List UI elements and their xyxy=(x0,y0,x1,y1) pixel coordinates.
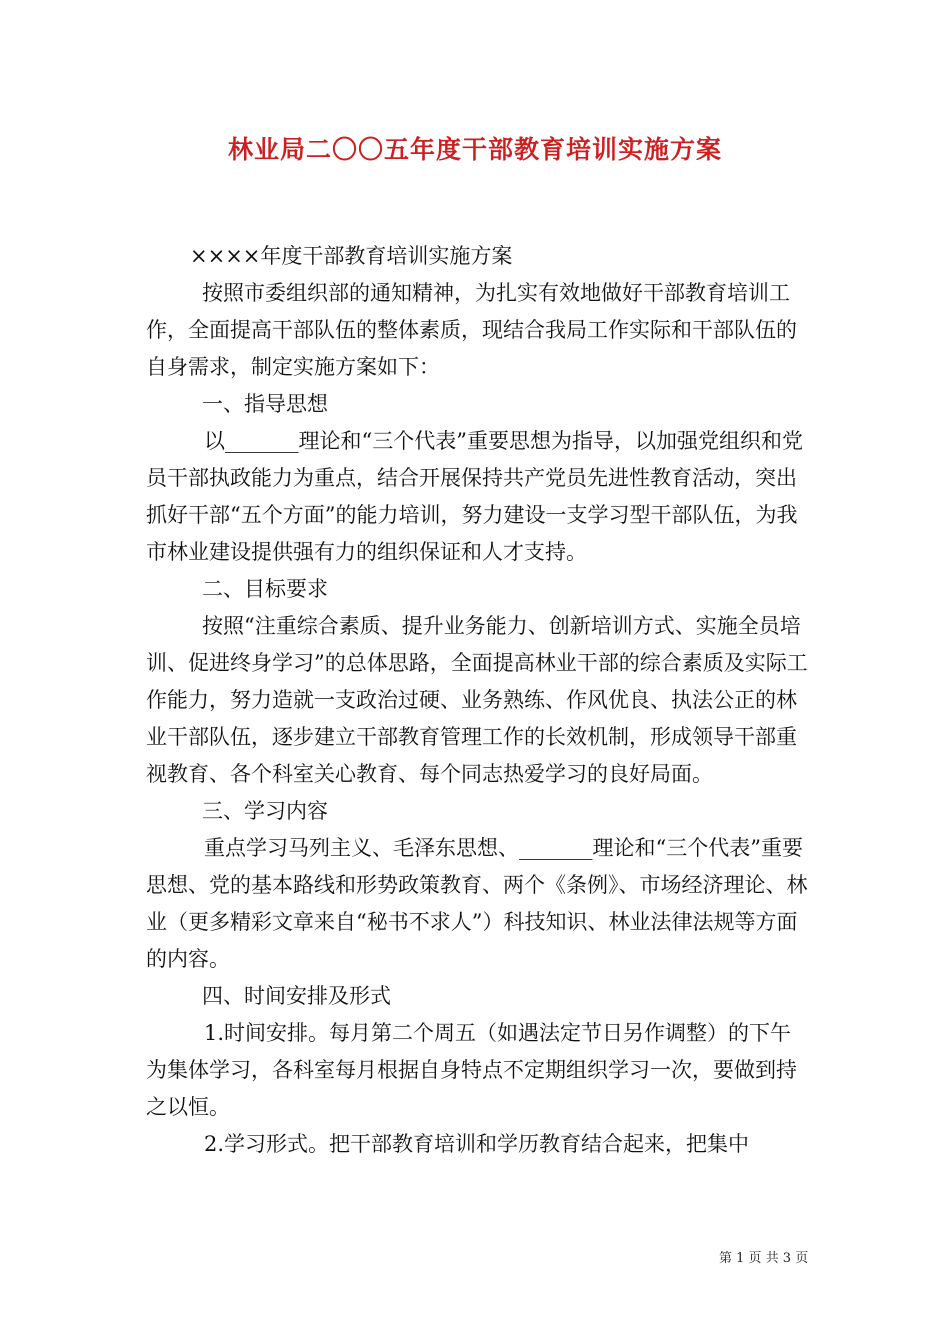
format-paragraph: 2.学习形式。把干部教育培训和学历教育结合起来，把集中 xyxy=(204,1132,750,1156)
study-content-paragraph: 重点学习马列主义、毛泽东思想、_______理论和“三个代表”重要思想、党的基本路线和形势政策教育、两个《条例》、市场经济理论、林业（更多精彩文章来自“秘书不求人”）科技知识、林业法律法规等方面的内容。 xyxy=(146,836,808,971)
goals-paragraph: 按照“注重综合素质、提升业务能力、创新培训方式、实施全员培训、促进终身学习”的总体思路，全面提高林业干部的综合素质及实际工作能力，努力造就一支政治过硬、业务熟练、作风优良、执法公正的林业干部队伍，逐步建立干部教育管理工作的长效机制，形成领导干部重视教育、各个科室关心教育、每个同志热爱学习的良好局面。 xyxy=(146,614,808,786)
section-heading-guiding-thought: 一、指导思想 xyxy=(202,392,328,416)
document-subtitle: ××××年度干部教育培训实施方案 xyxy=(190,244,513,268)
guiding-thought-paragraph: 以_______理论和“三个代表”重要思想为指导，以加强党组织和党员干部执政能力为重点，结合开展保持共产党员先进性教育活动，突出抓好干部“五个方面”的能力培训，努力建设一支学习型干部队伍，为我市林业建设提供强有力的组织保证和人才支持。 xyxy=(146,429,803,564)
section-heading-goals: 二、目标要求 xyxy=(202,577,328,601)
document-body xyxy=(146,238,810,1163)
schedule-paragraph: 1.时间安排。每月第二个周五（如遇法定节日另作调整）的下午为集体学习，各科室每月根据自身特点不定期组织学习一次，要做到持之以恒。 xyxy=(146,1021,797,1119)
document-title: 林业局二〇〇五年度干部教育培训实施方案 xyxy=(227,135,722,164)
intro-paragraph: 按照市委组织部的通知精神，为扎实有效地做好干部教育培训工作，全面提高干部队伍的整体素质，现结合我局工作实际和干部队伍的自身需求，制定实施方案如下： xyxy=(146,281,797,379)
section-heading-study-content: 三、学习内容 xyxy=(202,799,328,823)
section-heading-schedule: 四、时间安排及形式 xyxy=(202,984,391,1008)
page-number-footer: 第 1 页 共 3 页 xyxy=(719,1251,809,1266)
